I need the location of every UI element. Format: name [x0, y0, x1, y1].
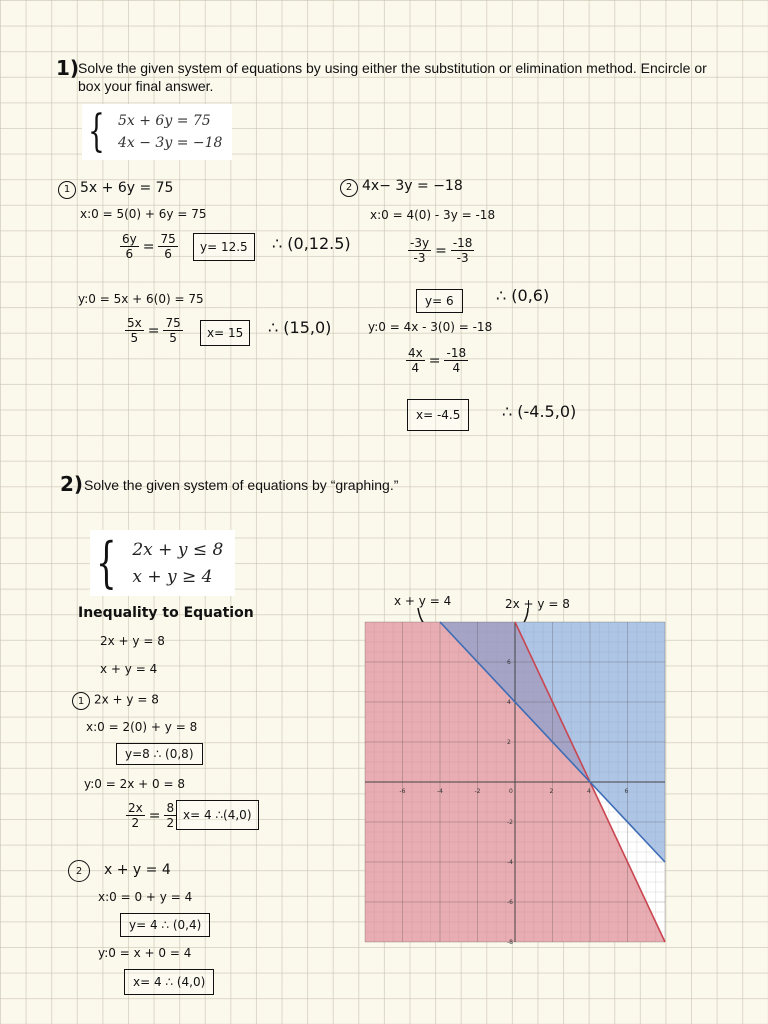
q1-part1-y-answer-box: y= 12.5 [193, 233, 255, 261]
q2-part1-y0-step: y:0 = 2x + 0 = 8 [84, 777, 185, 791]
x-tick-label: -6 [399, 788, 406, 795]
equals-sign: = [428, 352, 441, 369]
q1-part1-header [58, 180, 173, 199]
fraction-numerator: -3y [410, 236, 430, 250]
q2-part2-y-answer-box: y= 4 ∴ (0,4) [120, 913, 210, 937]
question-2-system [90, 530, 235, 596]
fraction-numerator: 6y [122, 232, 137, 246]
fraction-denominator: 6 [125, 247, 134, 261]
graph-label-line-2: 2x + y = 8 [505, 597, 570, 611]
q2-part1-x-fraction [126, 801, 176, 830]
fraction-numerator: 75 [160, 232, 176, 246]
fraction-numerator: 5x [127, 316, 142, 330]
q2-part2-equation: x + y = 4 [104, 861, 171, 878]
q2-part2-header [68, 860, 171, 882]
equals-sign: = [147, 322, 160, 339]
q1-part2-header [340, 178, 463, 197]
equals-sign: = [142, 238, 155, 255]
fraction-denominator: -3 [413, 251, 426, 265]
fraction-denominator: 4 [452, 361, 461, 375]
circled-number-2-icon: 2 [68, 860, 90, 882]
x-tick-label: 0 [509, 788, 513, 795]
fraction-denominator: 5 [130, 331, 139, 345]
question-2-number: 2) [60, 472, 84, 496]
q2-part2-x-answer-box: x= 4 ∴ (4,0) [124, 969, 214, 995]
q1-part1-x-point: ∴ (15,0) [268, 318, 332, 337]
q2-part1-y-answer-box: y=8 ∴ (0,8) [116, 743, 203, 765]
q1-part2-y0-step: y:0 = 4x - 3(0) = -18 [368, 320, 493, 334]
y-tick-label: -6 [507, 899, 513, 906]
system-inequality-2: x + y ≥ 4 [132, 566, 213, 587]
question-1-number: 1) [56, 56, 80, 80]
system-inequality-1: 2x + y ≤ 8 [132, 539, 224, 560]
x-tick-label: 4 [587, 788, 591, 795]
fraction-denominator: -3 [456, 251, 469, 265]
q1-part2-y-fraction [408, 236, 474, 265]
x-tick-label: 2 [549, 788, 554, 795]
circled-number-1-icon: 1 [58, 181, 76, 199]
equals-sign: = [148, 807, 161, 824]
fraction-denominator: 2 [131, 816, 140, 830]
q2-heading: Inequality to Equation [78, 605, 254, 621]
q2-part1-x0-step: x:0 = 2(0) + y = 8 [86, 720, 198, 734]
q1-part2-y-answer-box: y= 6 [416, 289, 463, 313]
x-tick-label: 6 [624, 788, 629, 795]
q1-part1-equation: 5x + 6y = 75 [80, 180, 174, 196]
q2-part2-y0-step: y:0 = x + 0 = 4 [98, 946, 192, 960]
x-tick-label: -4 [437, 788, 443, 795]
q1-part2-equation: 4x− 3y = −18 [362, 178, 463, 194]
circled-number-1-icon: 1 [72, 692, 90, 710]
q2-equation-2: x + y = 4 [100, 662, 158, 676]
fraction-numerator: 4x [408, 346, 423, 360]
fraction-denominator: 4 [411, 361, 420, 375]
system-equation-2: 4x − 3y = −18 [118, 135, 223, 151]
q2-part1-header [72, 692, 159, 710]
q2-equation-1: 2x + y = 8 [100, 634, 165, 648]
graph-label-line-1: x + y = 4 [394, 594, 452, 608]
x-tick-label: -2 [474, 788, 481, 795]
y-tick-label: -4 [507, 859, 513, 866]
fraction-denominator: 6 [164, 247, 172, 261]
q1-part1-y-point: ∴ (0,12.5) [272, 234, 351, 253]
fraction-numerator: -18 [452, 236, 473, 250]
fraction-numerator: 2x [128, 801, 143, 815]
fraction-numerator: 75 [165, 316, 181, 330]
circled-number-2-icon: 2 [340, 179, 358, 197]
q1-part2-x-fraction [406, 346, 468, 375]
question-2-prompt: Solve the given system of equations by “graphing.” [84, 477, 399, 493]
q2-part1-equation: 2x + y = 8 [94, 692, 159, 707]
equals-sign: = [435, 242, 447, 259]
fraction-numerator: 8 [166, 801, 175, 815]
q2-part2-x0-step: x:0 = 0 + y = 4 [98, 890, 193, 904]
question-1-system [82, 104, 232, 160]
q1-part1-x-answer-box: x= 15 [200, 320, 250, 346]
q1-part1-y-fraction [120, 232, 178, 261]
question-1-prompt: Solve the given system of equations by using either the substitution or elimination method. Encircle or box your final answer. [78, 60, 707, 94]
fraction-numerator: -18 [446, 346, 467, 360]
y-tick-label: -2 [507, 819, 513, 826]
q1-part2-y-point: ∴ (0,6) [496, 286, 550, 305]
q1-part2-x-answer-box: x= -4.5 [407, 399, 469, 431]
q1-part1-x-fraction [125, 316, 183, 345]
y-tick-label: 2 [507, 739, 511, 746]
fraction-denominator: 2 [166, 816, 175, 830]
q2-part1-x-answer-box: x= 4 ∴(4,0) [176, 800, 259, 830]
q1-part1-x0-step: x:0 = 5(0) + 6y = 75 [80, 207, 207, 221]
inequality-graph [365, 622, 665, 946]
q1-part2-x0-step: x:0 = 4(0) - 3y = -18 [370, 208, 496, 222]
q1-part1-y0-step: y:0 = 5x + 6(0) = 75 [78, 292, 204, 306]
fraction-denominator: 5 [169, 331, 177, 345]
y-tick-label: -8 [507, 939, 513, 946]
y-tick-label: 6 [507, 659, 511, 666]
q1-part2-x-point: ∴ (-4.5,0) [502, 402, 577, 421]
brace-icon: { [96, 531, 117, 594]
y-tick-label: 4 [507, 699, 511, 706]
brace-icon: { [88, 106, 105, 157]
system-equation-1: 5x + 6y = 75 [118, 113, 211, 129]
